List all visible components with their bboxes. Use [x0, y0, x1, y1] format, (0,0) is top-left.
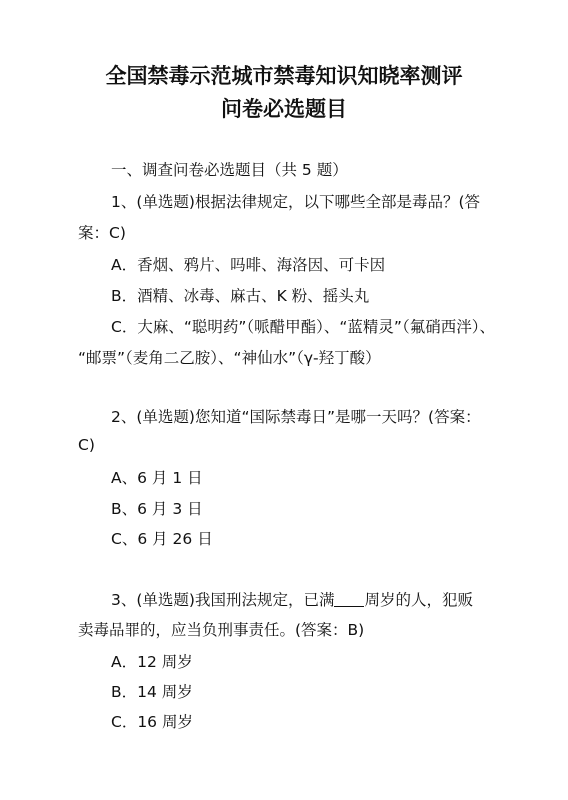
question-1-option-a: A．香烟、鸦片、吗啡、海洛因、可卡因	[111, 256, 386, 274]
question-3-option-a: A．12 周岁	[111, 653, 193, 671]
question-2-option-a: A、6 月 1 日	[111, 469, 203, 487]
question-3-text-post: 周岁的人，犯贩	[364, 591, 473, 609]
question-1-text: 1、(单选题)根据法律规定，以下哪些全部是毒品？(答	[111, 193, 481, 211]
question-3-text-pre: 3、(单选题)我国刑法规定，已满	[111, 591, 335, 609]
document-title-line2: 问卷必选题目	[221, 96, 347, 121]
question-3-option-b: B．14 周岁	[111, 683, 193, 701]
question-2-option-b: B、6 月 3 日	[111, 500, 203, 518]
question-1-text-cont: 案：C)	[78, 224, 126, 242]
question-2-option-c: C、6 月 26 日	[111, 530, 213, 548]
answer-blank	[334, 591, 364, 608]
document-title-line1: 全国禁毒示范城市禁毒知识知晓率测评	[105, 63, 463, 88]
question-2-text: 2、(单选题)您知道“国际禁毒日”是哪一天吗？(答案：	[111, 408, 481, 426]
section-heading: 一、调查问卷必选题目（共 5 题）	[111, 161, 348, 179]
question-1-option-c-cont: “邮票”（麦角二乙胺）、“神仙水”（γ-羟丁酸）	[78, 349, 381, 367]
question-3-option-c: C．16 周岁	[111, 713, 193, 731]
question-3-text-cont: 卖毒品罪的，应当负刑事责任。(答案：B)	[78, 621, 365, 639]
question-3-text	[111, 588, 473, 610]
question-2-text-cont: C)	[78, 436, 95, 454]
question-1-option-c: C．大麻、“聪明药”（哌醋甲酯）、“蓝精灵”（氟硝西泮）、	[111, 318, 495, 336]
question-1-option-b: B．酒精、冰毒、麻古、K 粉、摇头丸	[111, 287, 370, 305]
